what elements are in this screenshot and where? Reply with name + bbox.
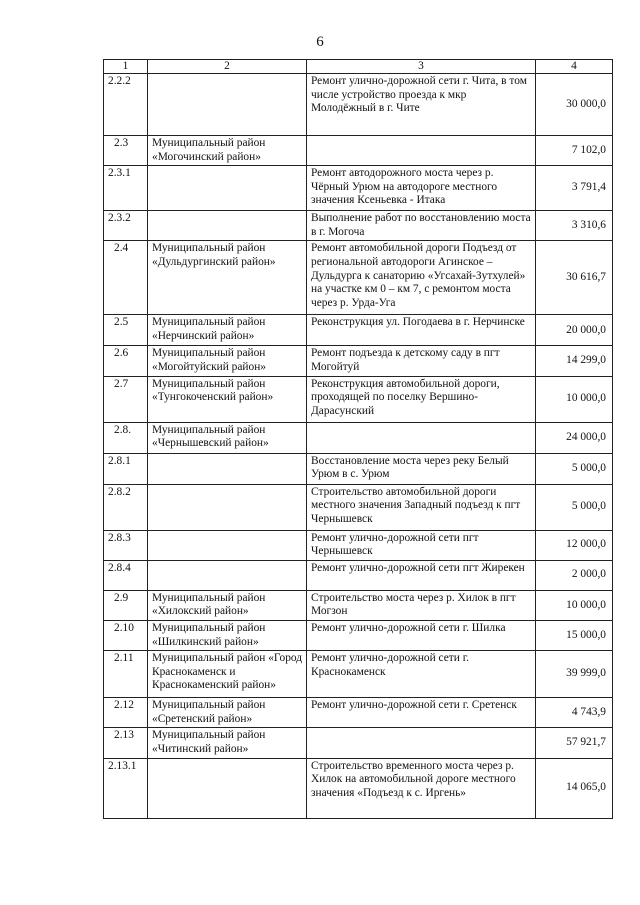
table-row [104,651,613,698]
amount-cell: 30 616,7 [536,241,613,315]
work-cell: Ремонт подъезда к детскому саду в пгт Могойтуй [307,346,536,376]
district-cell: Муниципальный район «Дульдургинский район» [148,241,307,315]
district-cell: Муниципальный район «Могойтуйский район» [148,346,307,376]
work-cell: Строительство временного моста через р. Хилок на автомобильной дороге местного значения «Подъезд к с. Иргень» [307,758,536,818]
district-cell [148,74,307,136]
column-header: 1 [104,60,148,74]
table-row [104,74,613,136]
row-number: 2.8.3 [104,530,148,560]
amount-cell: 20 000,0 [536,315,613,346]
work-cell [307,422,536,453]
work-cell: Реконструкция автомобильной дороги, проходящей по поселку Вершино-Дарасунский [307,376,536,422]
work-cell: Реконструкция ул. Погодаева в г. Нерчинске [307,315,536,346]
district-cell: Муниципальный район «Чернышевский район» [148,422,307,453]
column-header: 4 [536,60,613,74]
district-cell [148,484,307,530]
row-number: 2.10 [104,620,148,650]
district-cell: Муниципальный район «Нерчинский район» [148,315,307,346]
table-row [104,530,613,560]
row-number: 2.3.1 [104,166,148,211]
table-row [104,376,613,422]
table-row [104,346,613,376]
amount-cell: 30 000,0 [536,74,613,136]
table-row [104,453,613,484]
district-cell [148,758,307,818]
page-number: 6 [316,34,324,50]
amount-cell: 14 299,0 [536,346,613,376]
table-row [104,315,613,346]
row-number: 2.6 [104,346,148,376]
table-row [104,590,613,620]
table-row [104,166,613,211]
district-cell: Муниципальный район «Читинский район» [148,728,307,758]
amount-cell: 10 000,0 [536,376,613,422]
amount-cell: 5 000,0 [536,453,613,484]
district-cell [148,453,307,484]
column-header: 3 [307,60,536,74]
amount-cell: 3 310,6 [536,211,613,241]
table-row [104,620,613,650]
work-cell: Ремонт автомобильной дороги Подъезд от региональной автодороги Агинское – Дульдурга к санаторию «Угсахай-Зутхулей» на участке км 0 – км 7, с ремонтом моста через р. Урда-Уга [307,241,536,315]
work-cell: Ремонт улично-дорожной сети пгт Чернышевск [307,530,536,560]
district-cell: Муниципальный район «Хилокский район» [148,590,307,620]
district-cell: Муниципальный район «Тунгокоченский район» [148,376,307,422]
amount-cell: 57 921,7 [536,728,613,758]
column-header: 2 [148,60,307,74]
table-row [104,136,613,166]
amount-cell: 10 000,0 [536,590,613,620]
table-row [104,698,613,728]
row-number: 2.8.1 [104,453,148,484]
row-number: 2.13.1 [104,758,148,818]
amount-cell: 12 000,0 [536,530,613,560]
work-cell: Ремонт улично-дорожной сети г. Сретенск [307,698,536,728]
amount-cell: 3 791,4 [536,166,613,211]
district-cell [148,530,307,560]
table-row [104,560,613,590]
work-cell: Выполнение работ по восстановлению моста в г. Могоча [307,211,536,241]
amount-cell: 14 065,0 [536,758,613,818]
row-number: 2.5 [104,315,148,346]
work-cell [307,728,536,758]
row-number: 2.12 [104,698,148,728]
row-number: 2.3 [104,136,148,166]
work-cell: Строительство моста через р. Хилок в пгт Могзон [307,590,536,620]
table-row [104,241,613,315]
row-number: 2.8.2 [104,484,148,530]
work-cell: Ремонт улично-дорожной сети пгт Жирекен [307,560,536,590]
work-funding-table [103,59,613,819]
district-cell [148,166,307,211]
row-number: 2.7 [104,376,148,422]
amount-cell: 4 743,9 [536,698,613,728]
work-cell [307,136,536,166]
district-cell: Муниципальный район «Город Краснокаменск и Краснокаменский район» [148,651,307,698]
row-number: 2.11 [104,651,148,698]
work-cell: Строительство автомобильной дороги местного значения Западный подъезд к пгт Чернышевск [307,484,536,530]
row-number: 2.8. [104,422,148,453]
amount-cell: 5 000,0 [536,484,613,530]
work-cell: Ремонт улично-дорожной сети г. Чита, в том числе устройство проезда к мкр Молодёжный в г. Чите [307,74,536,136]
work-cell: Ремонт улично-дорожной сети г. Краснокаменск [307,651,536,698]
amount-cell: 39 999,0 [536,651,613,698]
district-cell [148,211,307,241]
table-header-row [104,60,613,74]
work-cell: Ремонт автодорожного моста через р. Чёрный Урюм на автодороге местного значения Ксеньевка - Итака [307,166,536,211]
district-cell: Муниципальный район «Сретенский район» [148,698,307,728]
amount-cell: 7 102,0 [536,136,613,166]
work-cell: Ремонт улично-дорожной сети г. Шилка [307,620,536,650]
row-number: 2.8.4 [104,560,148,590]
table-row [104,758,613,818]
work-cell: Восстановление моста через реку Белый Урюм в с. Урюм [307,453,536,484]
row-number: 2.9 [104,590,148,620]
district-cell [148,560,307,590]
table-row [104,728,613,758]
district-cell: Муниципальный район «Шилкинский район» [148,620,307,650]
row-number: 2.3.2 [104,211,148,241]
district-cell: Муниципальный район «Могочинский район» [148,136,307,166]
table-row [104,484,613,530]
amount-cell: 24 000,0 [536,422,613,453]
table-row [104,211,613,241]
row-number: 2.2.2 [104,74,148,136]
row-number: 2.13 [104,728,148,758]
amount-cell: 15 000,0 [536,620,613,650]
table-row [104,422,613,453]
amount-cell: 2 000,0 [536,560,613,590]
row-number: 2.4 [104,241,148,315]
